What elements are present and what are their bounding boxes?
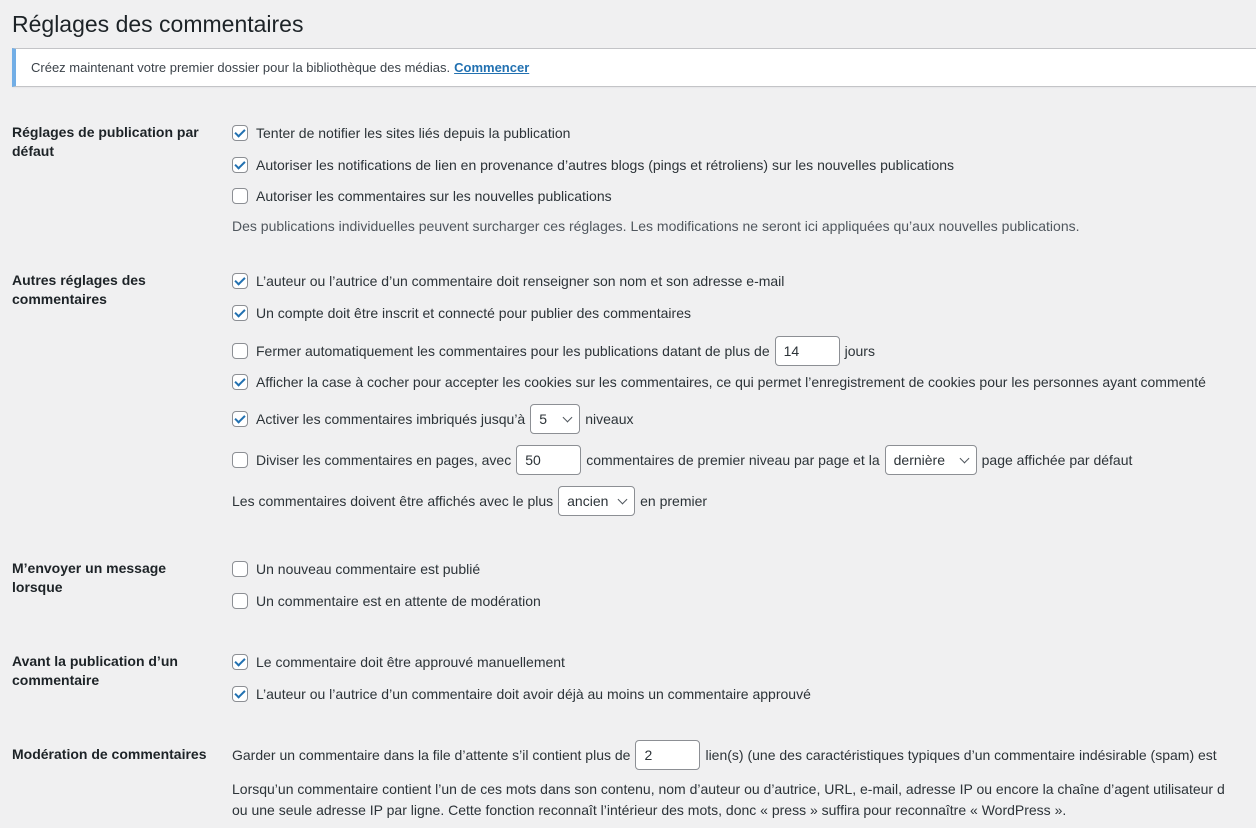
comment-order-suffix: en premier (640, 493, 708, 509)
comment-max-links-input[interactable]: 2 (635, 740, 700, 770)
comment-order-value: ancien (567, 493, 609, 509)
close-comments-row (232, 336, 875, 366)
show-cookies-optin-row[interactable] (232, 372, 1206, 392)
notice-start-link[interactable]: Commencer (454, 60, 530, 75)
comment-registration-checkbox[interactable] (232, 305, 248, 321)
comments-notify-label: Un nouveau commentaire est publié (256, 561, 481, 577)
moderation-keys-description-1: Lorsqu’un commentaire contient l’un de ces mots dans son contenu, nom d’auteur ou d’autrice, URL, e-mail, adresse IP ou encore la chaîne d’agent utilisateur d (232, 781, 1225, 797)
default-pingback-label: Tenter de notifier les sites liés depuis la publication (256, 125, 571, 141)
default-comments-page-value: dernière (893, 452, 945, 468)
comment-max-links-suffix: lien(s) (une des caractéristiques typiques d’un commentaire indésirable (spam) est (705, 747, 1217, 763)
comment-order-row (232, 486, 707, 516)
before-appear-label: Avant la publication d’un commentaire (12, 653, 178, 688)
default-pingback-checkbox[interactable] (232, 125, 248, 141)
require-name-email-row[interactable] (232, 271, 784, 291)
page-comments-row (232, 445, 1132, 475)
notice-text: Créez maintenant votre premier dossier pour la bibliothèque des médias. (31, 60, 451, 75)
default-comments-page-label: page affichée par défaut (981, 452, 1133, 468)
comment-moderation-section-label: Modération de commentaires (12, 746, 207, 762)
require-name-email-label: L’auteur ou l’autrice d’un commentaire doit renseigner son nom et son adresse e-mail (256, 273, 785, 289)
default-comment-status-label: Autoriser les commentaires sur les nouvelles publications (256, 188, 612, 204)
thread-comments-label: Activer les commentaires imbriqués jusqu’à (256, 411, 526, 427)
moderation-keys-description-2: ou une seule adresse IP par ligne. Cette fonction reconnaît l’intérieur des mots, donc « press » suffira pour reconnaître « WordPress ». (232, 802, 1067, 818)
comment-moderation-row[interactable] (232, 652, 565, 672)
comments-notify-checkbox[interactable] (232, 561, 248, 577)
comments-per-page-label: commentaires de premier niveau par page et la (586, 452, 880, 468)
notice-text-wrap (31, 60, 529, 75)
default-pingback-row[interactable] (232, 123, 570, 143)
default-comments-page-select[interactable] (885, 445, 977, 475)
comment-registration-label: Un compte doit être inscrit et connecté pour publier des commentaires (256, 305, 691, 321)
thread-comments-row (232, 404, 633, 434)
comment-max-links-row (232, 740, 1217, 770)
media-folder-notice (12, 48, 1256, 87)
close-comments-label: Fermer automatiquement les commentaires pour les publications datant de plus de (256, 343, 770, 359)
close-comments-days-input[interactable]: 14 (775, 336, 840, 366)
page-title: Réglages des commentaires (12, 11, 304, 37)
comment-order-select[interactable] (558, 486, 635, 516)
comment-max-links-label: Garder un commentaire dans la file d’attente s’il contient plus de (232, 747, 631, 763)
chevron-down-icon (959, 453, 969, 463)
page-comments-checkbox[interactable] (232, 452, 248, 468)
comment-previously-approved-row[interactable] (232, 684, 811, 704)
comment-previously-approved-checkbox[interactable] (232, 686, 248, 702)
comment-moderation-checkbox[interactable] (232, 654, 248, 670)
thread-comments-checkbox[interactable] (232, 411, 248, 427)
close-comments-days-unit: jours (844, 343, 875, 359)
comment-previously-approved-label: L’auteur ou l’autrice d’un commentaire doit avoir déjà au moins un commentaire approuvé (256, 686, 811, 702)
default-comment-status-checkbox[interactable] (232, 188, 248, 204)
comment-moderation-label: Le commentaire doit être approuvé manuellement (256, 654, 565, 670)
email-me-label: M’envoyer un message lorsque (12, 560, 167, 595)
default-ping-status-row[interactable] (232, 155, 954, 175)
default-post-settings-label: Réglages de publication par défaut (12, 124, 199, 159)
moderation-notify-row[interactable] (232, 591, 541, 611)
thread-depth-value: 5 (539, 411, 548, 427)
show-cookies-optin-label: Afficher la case à cocher pour accepter les cookies sur les commentaires, ce qui permet l’enregistrement de cookies pour les personnes ayant commenté (256, 374, 1206, 390)
default-comment-status-row[interactable] (232, 186, 612, 206)
require-name-email-checkbox[interactable] (232, 273, 248, 289)
default-ping-status-checkbox[interactable] (232, 157, 248, 173)
thread-depth-unit: niveaux (585, 411, 634, 427)
show-cookies-optin-checkbox[interactable] (232, 374, 248, 390)
chevron-down-icon (618, 494, 628, 504)
other-comment-settings-label: Autres réglages des commentaires (12, 272, 146, 307)
comment-order-label: Les commentaires doivent être affichés avec le plus (232, 493, 554, 509)
default-ping-status-label: Autoriser les notifications de lien en provenance d’autres blogs (pings et rétroliens) sur les nouvelles publications (256, 157, 955, 173)
moderation-notify-label: Un commentaire est en attente de modération (256, 593, 541, 609)
close-comments-checkbox[interactable] (232, 343, 248, 359)
chevron-down-icon (563, 412, 573, 422)
thread-depth-select[interactable] (530, 404, 580, 434)
moderation-notify-checkbox[interactable] (232, 593, 248, 609)
comment-registration-row[interactable] (232, 303, 691, 323)
page-comments-label: Diviser les commentaires en pages, avec (256, 452, 512, 468)
comments-per-page-input[interactable]: 50 (516, 445, 581, 475)
default-post-description: Des publications individuelles peuvent surcharger ces réglages. Les modifications ne seront ici appliquées qu’aux nouvelles publications. (232, 218, 1080, 234)
comments-notify-row[interactable] (232, 559, 480, 579)
